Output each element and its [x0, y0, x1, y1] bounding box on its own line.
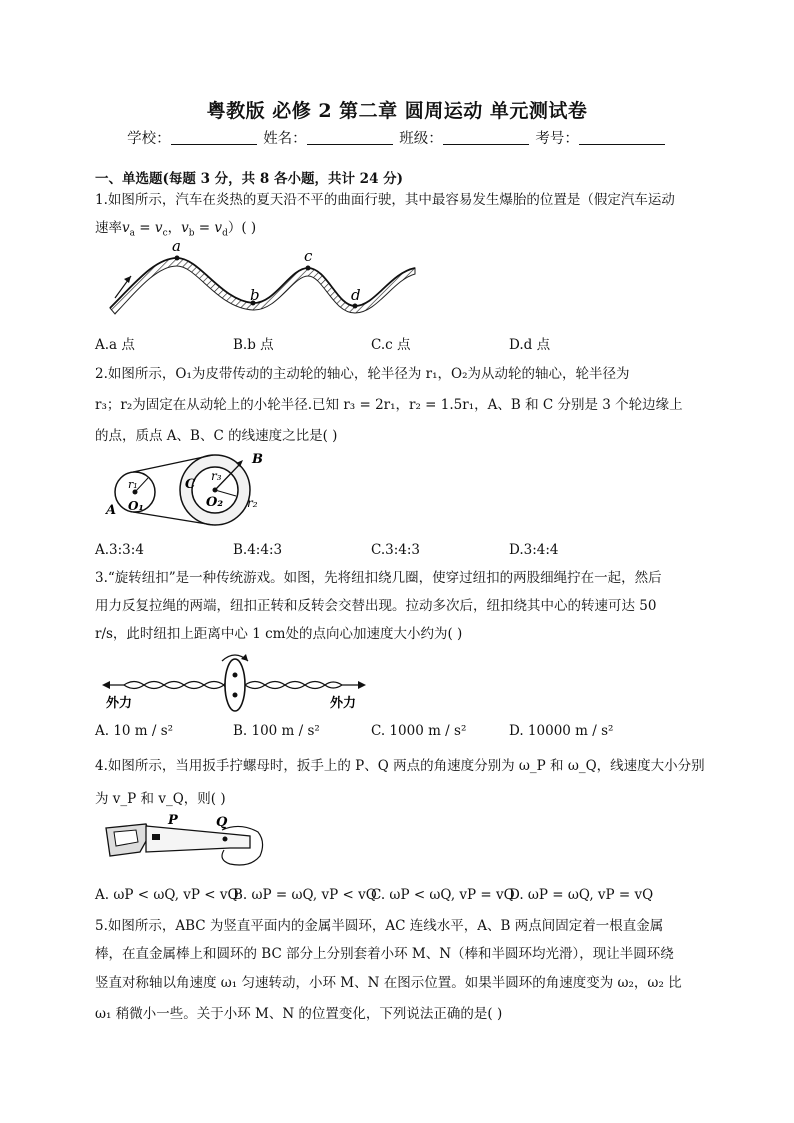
label-o1: O₁: [128, 499, 144, 513]
q3-option-d[interactable]: D. 10000 m / s²: [509, 723, 614, 739]
exam-number-blank: [579, 130, 665, 145]
label-r3: r₃: [211, 469, 222, 483]
point-b-label: b: [250, 286, 260, 304]
label-c: C: [185, 477, 196, 492]
school-blank: [171, 130, 257, 145]
q5-line1: 5.如图所示，ABC 为竖直平面内的金属半圆环，AC 连线水平，A、B 两点间固定着一根直金属: [95, 918, 664, 934]
q3-option-c[interactable]: C. 1000 m / s²: [371, 723, 467, 739]
q4-option-d[interactable]: D. ωP = ωQ, vP = vQ: [509, 887, 654, 903]
q4-option-a[interactable]: A. ωP < ωQ, vP < vQ: [95, 887, 239, 903]
q2-option-a[interactable]: A.3:3:4: [95, 542, 144, 558]
q1-option-b[interactable]: B.b 点: [233, 337, 274, 353]
q2-option-b[interactable]: B.4:4:3: [233, 542, 283, 558]
q3-button-figure: [100, 645, 370, 713]
q1-option-c[interactable]: C.c 点: [371, 337, 411, 353]
school-label: 学校：: [127, 131, 171, 147]
point-a-label: a: [172, 238, 181, 255]
q4-option-c[interactable]: C. ωP < ωQ, vP = vQ: [371, 887, 515, 903]
q3-option-b[interactable]: B. 100 m / s²: [233, 723, 320, 739]
q5-line3: 竖直对称轴以角速度 ω₁ 匀速转动，小环 M、N 在图示位置。如果半圆环的角速度变为 ω₂，ω₂ 比: [95, 975, 682, 991]
q2-option-d[interactable]: D.3:4:4: [509, 542, 559, 558]
q3-line3: r/s，此时纽扣上距离中心 1 cm处的点向心加速度大小约为( ): [95, 626, 463, 642]
q1-option-d[interactable]: D.d 点: [509, 337, 551, 353]
q5-line2: 棒，在直金属棒上和圆环的 BC 部分上分别套着小环 M、N（棒和半圆环均光滑），现让半圆环绕: [95, 946, 674, 962]
q2-belt-figure: [100, 448, 270, 528]
point-c-label: c: [304, 247, 313, 265]
point-q-label: Q: [216, 815, 228, 830]
q4-wrench-figure: [100, 812, 270, 876]
force-label-left: 外力: [106, 696, 133, 711]
q3-line2: 用力反复拉绳的两端，纽扣正转和反转会交替出现。拉动多次后，纽扣绕其中心的转速可达 50: [95, 598, 657, 614]
q5-line4: ω₁ 稍微小一些。关于小环 M、N 的位置变化，下列说法正确的是( ): [95, 1006, 503, 1022]
point-d-label: d: [351, 286, 361, 304]
force-label-right: 外力: [330, 696, 357, 711]
page-title: 粤教版 必修 2 第二章 圆周运动 单元测试卷: [206, 100, 588, 122]
exam-number-label: 考号：: [535, 131, 579, 147]
name-blank: [307, 130, 393, 145]
wrench-handle: [146, 826, 250, 852]
label-r2: r₂: [247, 496, 258, 510]
class-blank: [443, 130, 529, 145]
q3-line1: 3.“旋转纽扣”是一种传统游戏。如图，先将纽扣绕几圈，使穿过纽扣的两股细绳拧在一起，然后: [95, 570, 662, 586]
q1-road-figure: [105, 238, 425, 318]
name-label: 姓名：: [263, 131, 307, 147]
q4-line1: 4.如图所示，当用扳手拧螺母时，扳手上的 P、Q 两点的角速度分别为 ω_P 和 ω_Q，线速度大小分别: [95, 758, 705, 774]
class-label: 班级：: [399, 131, 443, 147]
q2-line2: r₃；r₂为固定在从动轮上的小轮半径.已知 r₃ = 2r₁，r₂ = 1.5r₁，A、B 和 C 分别是 3 个轮边缘上: [95, 397, 683, 413]
section-title: 一、单选题(每题 3 分，共 8 各小题，共计 24 分): [95, 171, 404, 187]
q1-option-a[interactable]: A.a 点: [95, 337, 135, 353]
label-a: A: [106, 503, 117, 518]
road-surface: [110, 258, 415, 308]
q1-line2: 速率$v_a = v_c$，$v_b = v_d$）( ): [95, 220, 257, 239]
q1-line1: 1.如图所示，汽车在炎热的夏天沿不平的曲面行驶，其中最容易发生爆胎的位置是（假定汽车运动: [95, 192, 675, 208]
q2-line3: 的点，质点 A、B、C 的线速度之比是( ): [95, 428, 338, 444]
button: [225, 659, 245, 711]
label-r1: r₁: [128, 478, 138, 491]
q3-option-a[interactable]: A. 10 m / s²: [95, 723, 174, 739]
label-b: B: [252, 452, 263, 467]
q4-option-b[interactable]: B. ωP = ωQ, vP < vQ: [233, 887, 377, 903]
label-o2: O₂: [206, 495, 224, 510]
point-p-label: P: [168, 813, 178, 828]
q2-option-c[interactable]: C.3:4:3: [371, 542, 421, 558]
q2-line1: 2.如图所示，O₁为皮带传动的主动轮的轴心，轮半径为 r₁，O₂为从动轮的轴心，轮半径为: [95, 366, 630, 382]
q4-line2: 为 v_P 和 v_Q，则( ): [95, 791, 226, 807]
student-info-line: [0, 127, 794, 148]
